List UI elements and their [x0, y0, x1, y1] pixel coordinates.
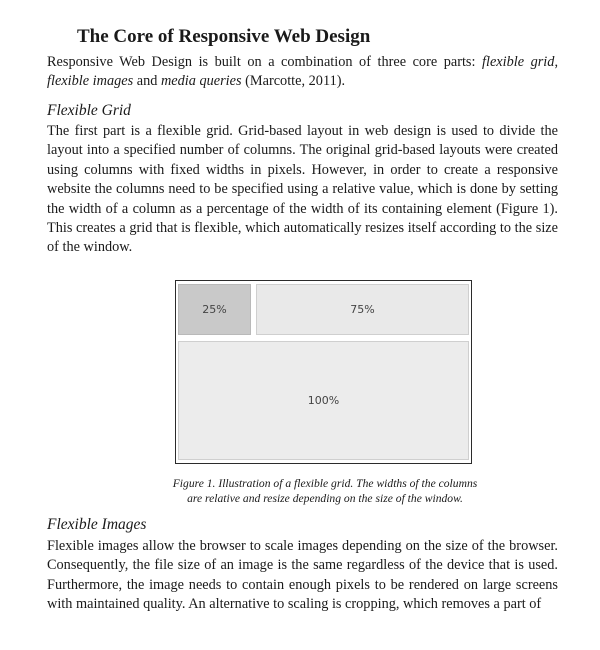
flexible-grid-figure — [175, 280, 472, 464]
figure-caption-line-1: Figure 1. Illustration of a flexible grid. The widths of the columns — [172, 477, 478, 490]
intro-text-3: and — [133, 73, 161, 90]
section-heading-flexible-images: Flexible Images — [47, 516, 147, 533]
grid-cell-100 — [178, 341, 469, 460]
grid-cell-100-label: 100% — [307, 394, 340, 407]
page-title: The Core of Responsive Web Design — [77, 26, 371, 47]
grid-cell-25-label: 25% — [202, 303, 227, 316]
intro-emphasis-flexible-images: flexible images — [47, 73, 134, 90]
grid-cell-75-label: 75% — [350, 303, 375, 316]
intro-text-2: , — [554, 54, 559, 70]
section-heading-flexible-grid: Flexible Grid — [47, 102, 131, 119]
intro-paragraph — [47, 53, 558, 92]
grid-cell-75 — [256, 284, 469, 335]
section-paragraph-flexible-grid: The first part is a flexible grid. Grid-based layout in web design is used to divide the layout into a specified number of columns. The original grid-based layouts were created using columns with fixed widths in pixels. However, in order to create a responsive website the columns need to be specified using a relative value, which is done by setting the width of a column as a percentage of the width of its containing element (Figure 1). This creates a grid that is flexible, which automatically resizes itself according to the size of the window. — [47, 123, 558, 256]
intro-emphasis-media-queries: media queries — [160, 73, 242, 90]
intro-text-1: Responsive Web Design is built on a combination of three core parts: — [47, 54, 482, 70]
intro-emphasis-flexible-grid: flexible grid — [482, 54, 555, 70]
grid-cell-25 — [178, 284, 251, 335]
intro-text-4: (Marcotte, 2011). — [241, 73, 346, 90]
figure-caption — [90, 476, 560, 506]
figure-caption-line-2: are relative and resize depending on the size of the window. — [187, 492, 463, 505]
section-paragraph-flexible-images: Flexible images allow the browser to scale images depending on the size of the browser. Consequently, the file size of an image is the same regardless of the device that is used. Furthermore, the image needs to contain enough pixels to be rendered on large screens with maintained quality. An alternative to scaling is cropping, which removes a part of — [47, 538, 558, 613]
